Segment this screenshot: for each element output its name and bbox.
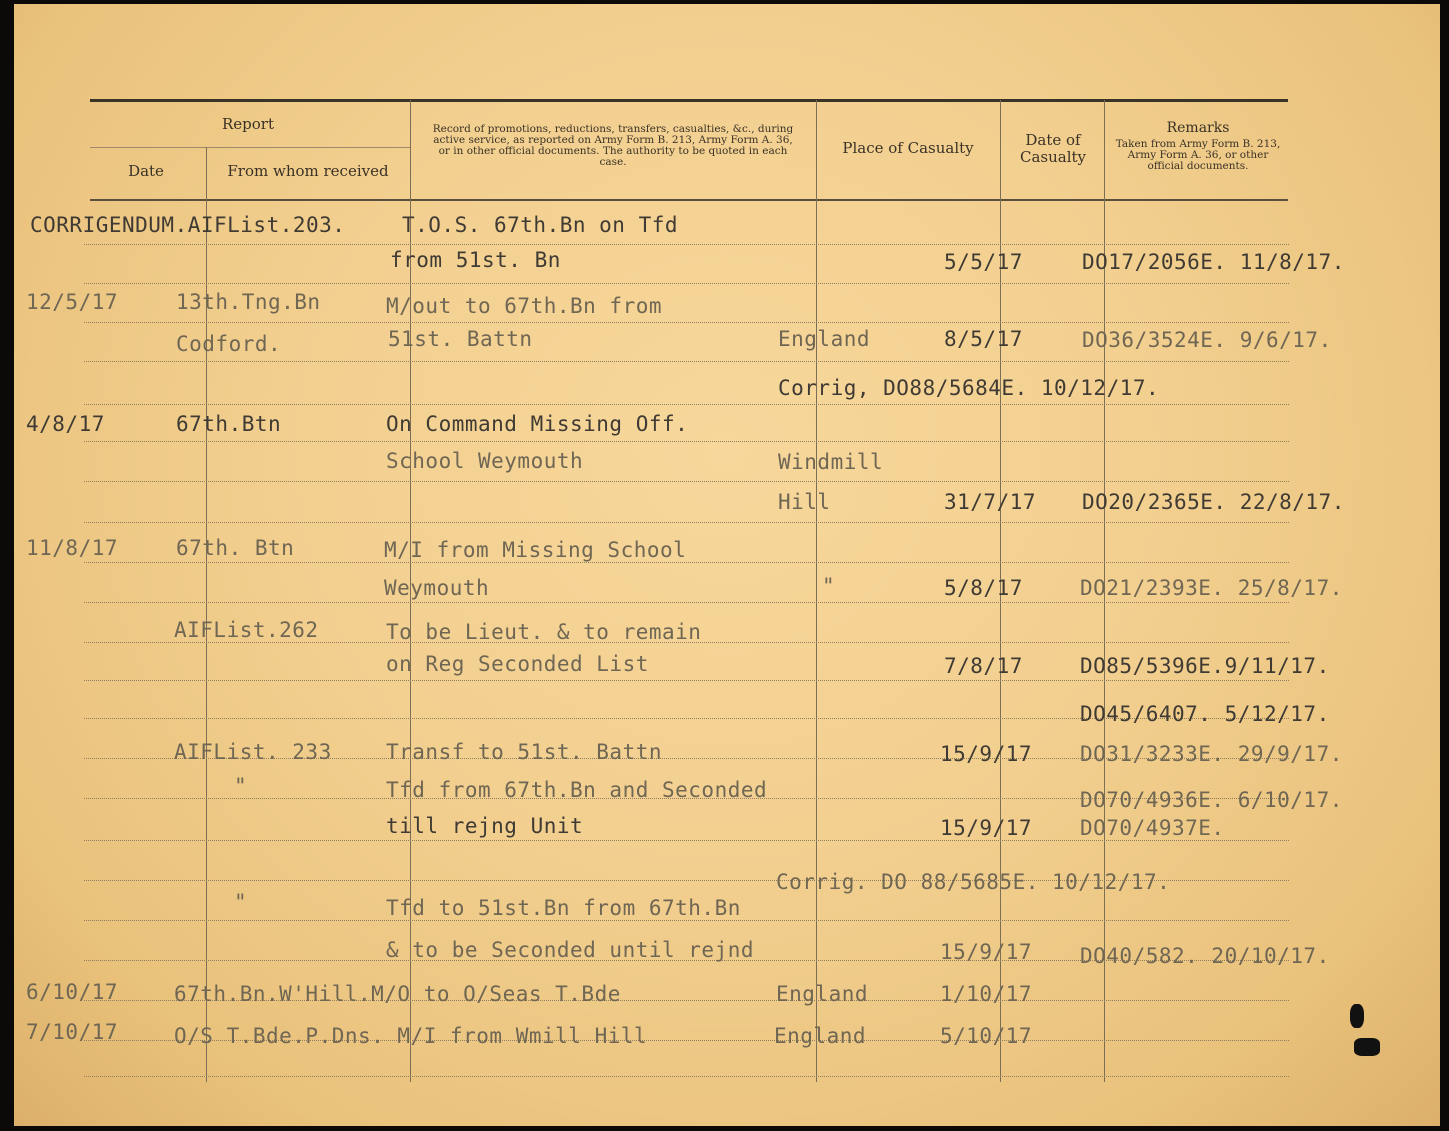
entry-record-text: 67th.Bn.W'Hill.M/O to O/Seas T.Bde: [174, 982, 621, 1006]
column-divider-3: [816, 100, 817, 1082]
entry-remarks: DO17/2056E. 11/8/17.: [1082, 250, 1345, 274]
entry-from-ditto: ": [234, 774, 248, 798]
entry-date-of-casualty: 7/8/17: [944, 654, 1023, 678]
header-date-casualty: Date of Casualty: [1019, 131, 1087, 166]
entry-date-of-casualty: 5/8/17: [944, 576, 1023, 600]
ruled-line: [84, 361, 1289, 362]
entry-from-whom: 67th. Btn: [176, 536, 295, 560]
header-remarks-sub: Taken from Army Form B. 213, Army Form A. 36, or other official documents.: [1115, 138, 1281, 173]
ink-blot: [1350, 1004, 1364, 1028]
entry-from-whom: AIFList.262: [174, 618, 319, 642]
entry-record-text: Transf to 51st. Battn: [386, 740, 663, 764]
entry-remarks: DO20/2365E. 22/8/17.: [1082, 490, 1345, 514]
entry-place: Windmill: [778, 450, 884, 474]
entry-remarks: DO45/6407. 5/12/17.: [1080, 702, 1330, 726]
entry-from-ditto: ": [234, 890, 248, 914]
entry-place: England: [776, 982, 869, 1006]
entry-remarks: DO70/4936E. 6/10/17.: [1080, 788, 1343, 812]
entry-record-text: Tfd to 51st.Bn from 67th.Bn: [386, 896, 741, 920]
ruled-line: [84, 404, 1289, 405]
ruled-line: [84, 441, 1289, 442]
header-from-whom: From whom received: [227, 162, 389, 180]
entry-date-of-casualty: 1/10/17: [940, 982, 1033, 1006]
entry-date-of-casualty: 31/7/17: [944, 490, 1037, 514]
entry-remarks: DO85/5396E.9/11/17.: [1080, 654, 1330, 678]
ruled-line: [84, 562, 1289, 563]
entry-record-text: M/out to 67th.Bn from: [386, 294, 663, 318]
entry-date: 11/8/17: [26, 536, 119, 560]
entry-date-of-casualty: 8/5/17: [944, 327, 1023, 351]
header-bottom-rule: [90, 199, 1288, 201]
record-card: [14, 4, 1440, 1126]
header-date: Date: [128, 162, 164, 180]
entry-record-text: till rejng Unit: [386, 814, 584, 838]
header-record: Record of promotions, reductions, transfers, casualties, &c., during active service, as reported on Army Form B. 213, Army Form A. 36, or in other official documents. The authority to be quoted in each case.: [432, 123, 794, 169]
entry-record-text: 51st. Battn: [388, 327, 533, 351]
entry-from-whom: 67th.Btn: [176, 412, 282, 436]
ruled-line: [84, 602, 1289, 603]
entry-corrigendum: Corrig, DO88/5684E. 10/12/17.: [778, 376, 1160, 400]
entry-date: 4/8/17: [26, 412, 105, 436]
ruled-line: [84, 840, 1289, 841]
entry-from-whom: 13th.Tng.Bn: [176, 290, 321, 314]
entry-place: Hill: [778, 490, 831, 514]
entry-remarks: DO36/3524E. 9/6/17.: [1082, 328, 1332, 352]
entry-record-text: T.O.S. 67th.Bn on Tfd: [402, 213, 679, 237]
entry-record-text: School Weymouth: [386, 449, 584, 473]
ruled-line: [84, 283, 1289, 284]
entry-date: 12/5/17: [26, 290, 119, 314]
ruled-line: [84, 322, 1289, 323]
entry-corrigendum: Corrig. DO 88/5685E. 10/12/17.: [776, 870, 1171, 894]
entry-remarks: DO40/582. 20/10/17.: [1080, 944, 1330, 968]
entry-record-text: On Command Missing Off.: [386, 412, 689, 436]
entry-record-text: from 51st. Bn: [390, 248, 561, 272]
entry-remarks: DO31/3233E. 29/9/17.: [1080, 742, 1343, 766]
entry-record-text: & to be Seconded until rejnd: [386, 938, 755, 962]
ruled-line: [84, 680, 1289, 681]
header-top-rule: [90, 99, 1288, 102]
entry-record-text: Weymouth: [384, 576, 490, 600]
entry-date: 6/10/17: [26, 980, 119, 1004]
ink-blot: [1354, 1038, 1380, 1056]
entry-record-text: M/I from Missing School: [384, 538, 687, 562]
ruled-line: [84, 920, 1289, 921]
entry-corrigendum-heading: CORRIGENDUM.AIFList.203.: [30, 213, 346, 237]
ruled-line: [84, 1076, 1289, 1077]
entry-date-of-casualty: 5/10/17: [940, 1024, 1033, 1048]
header-report: Report: [221, 115, 274, 133]
header-report-rule: [90, 147, 410, 148]
entry-from-whom: AIFList. 233: [174, 740, 332, 764]
entry-record-text: Tfd from 67th.Bn and Seconded: [386, 778, 768, 802]
entry-date-of-casualty: 5/5/17: [944, 250, 1023, 274]
entry-date-of-casualty: 15/9/17: [940, 742, 1033, 766]
entry-record-text: To be Lieut. & to remain: [386, 620, 702, 644]
entry-remarks: DO21/2393E. 25/8/17.: [1080, 576, 1343, 600]
entry-date-of-casualty: 15/9/17: [940, 940, 1033, 964]
entry-date-of-casualty: 15/9/17: [940, 816, 1033, 840]
header-place: Place of Casualty: [842, 139, 974, 157]
ruled-line: [84, 481, 1289, 482]
header-remarks-title: Remarks: [1166, 120, 1230, 136]
entry-record-text: on Reg Seconded List: [386, 652, 649, 676]
entry-date: 7/10/17: [26, 1020, 119, 1044]
entry-place: England: [778, 327, 871, 351]
entry-remarks: DO70/4937E.: [1080, 816, 1225, 840]
entry-place-ditto: ": [822, 574, 836, 598]
entry-from-whom: Codford.: [176, 332, 282, 356]
column-divider-1: [206, 147, 207, 1082]
entry-record-text: O/S T.Bde.P.Dns. M/I from Wmill Hill: [174, 1024, 648, 1048]
entry-place: England: [774, 1024, 867, 1048]
ruled-line: [84, 244, 1289, 245]
ruled-line: [84, 522, 1289, 523]
